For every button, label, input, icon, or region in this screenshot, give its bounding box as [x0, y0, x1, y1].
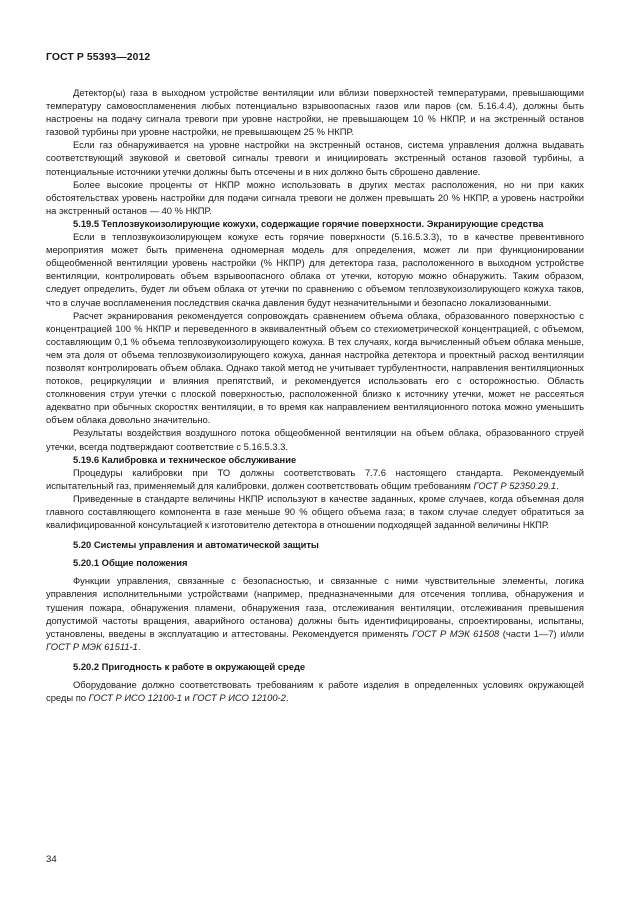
standard-reference: ГОСТ Р ИСО 12100-1 — [88, 692, 183, 704]
paragraph: Более высокие проценты от НКПР можно использовать в других местах расположения, но ни при каких обстоятельствах уровень настройки для подачи сигнала тревоги не должен превышать 20 % НКПР, а уровень настройки на экстренный останов — 40 % НКПР. — [46, 178, 584, 216]
paragraph: Результаты воздействия воздушного потока общеобменной вентиляции на объем облака, образованного струей утечки, всегда подтверждают соответствие с 5.16.5.3.3. — [46, 427, 584, 452]
paragraph: Расчет экранирования рекомендуется сопровождать сравнением объема облака, образованного поверхностью с концентрацией 100 % НКПР и переведенного в эквивалентный объем со стехиометрической концентрацией, с объемом, составляющим 0,1 % объема теплозвукоизолирующего кожуха. В тех случаях, когда вычисленный объем облака меньше, чем эта доля от объема теплозвукоизолирующего кожуха, данная настройка детектора и проектный расход вентиляции позволят контролировать объем облака. Однако такой метод не учитывает турбулентности, направления вентиляционных потоков, рециркуляции и влияния препятствий, и рекомендуется использовать его с осторожностью. Область столкновения струи утечки с плоской поверхностью, расположенной близко к источнику утечки, может не рассеяться адекватно при обычных скоростях вентиляции, в то время как направлением вентиляционного потока можно уменьшить объем облака довольно значительно. — [46, 309, 584, 426]
paragraph-text: Функции управления, связанные с безопасностью, и связанные с ними чувствительные элементы, логика управления исполнительными устройствами (например, предназначенными для отсечения топлива, обнаружения и тушения пожара, обнаружения пламени, обнаружения газа, отслеживания вентиляции, отслеживания превышения допустимой частоты вращения, аварийного останова) должны быть идентифицированы, спроектированы, испытаны, установлены, введены в эксплуатацию и аттестованы. Рекомендуется применять — [46, 575, 584, 639]
section-heading-5-20-2: 5.20.2 Пригодность к работе в окружающей среде — [73, 660, 306, 672]
paragraph-text: . — [137, 640, 141, 652]
standard-reference: ГОСТ Р МЭК 61511-1 — [46, 640, 138, 652]
paragraph: Детектор(ы) газа в выходном устройстве вентиляции или вблизи поверхностей температурами, превышающими температуру самовоспламенения любых потенциально взрывоопасных газов или паров (см. 5.16.4.4), должны быть настроены на подачу сигнала тревоги при уровне настройки, не превышающем 10 % НКПР, и на экстренный останов газовой турбины при уровне настройки, не превышающем 25 % НКПР. — [46, 87, 584, 138]
standard-reference: ГОСТ Р ИСО 12100-2 — [192, 692, 286, 704]
standard-reference: ГОСТ Р МЭК 61508 — [412, 627, 500, 639]
paragraph-text: и — [182, 692, 193, 704]
standard-header: ГОСТ Р 55393—2012 — [46, 52, 151, 63]
standard-reference: ГОСТ Р 52350.29.1 — [473, 479, 557, 491]
paragraph-text: Процедуры калибровки при ТО должны соответствовать 7.7.6 настоящего стандарта. Рекомендуемый испытательный газ, применяемый для калибровки, должен соответствовать общим требованиям — [46, 466, 584, 491]
paragraph: Если в теплозвукоизолирующем кожухе есть горячие поверхности (5.16.5.3.3), то в качестве превентивного мероприятия может быть применена одномерная модель для определения, может ли при функционировании общеобменной вентиляции уровень настройки (% НКПР) для детектора газа, расположенного в выходном устройстве вентиляции, контролировать объем взрывоопасного облака от утечки, которую можно обнаружить. Таким образом, следует определить, будет ли объем облака от утечки по сравнению с объемом теплозвукоизолирующего кожуха таков, что в случае воспламенения последствия скачка давления будут незначительными и безопасно локализованными. — [46, 231, 584, 308]
paragraph — [46, 574, 584, 653]
section-heading-5-20-1: 5.20.1 Общие положения — [73, 557, 188, 569]
section-heading-5-20: 5.20 Системы управления и автоматической защиты — [73, 539, 319, 551]
paragraph: Если газ обнаруживается на уровне настройки на экстренный останов, система управления должна выдавать соответствующий звуковой и световой сигналы тревоги и инициировать экстренный останов газовой турбины, а потенциальные источники утечки должны быть отсечены и в них должно быть сброшено давление. — [46, 139, 584, 177]
paragraph — [46, 678, 584, 704]
paragraph: Приведенные в стандарте величины НКПР используют в качестве заданных, кроме случаев, когда объемная доля главного составляющего компонента в газе меньше 90 % общего объема газа; в таком случае следует обратиться за квалифицированной консультацией к изготовителю детектора в отношении подходящей заданной величины НКПР. — [46, 492, 584, 531]
paragraph-text: (части 1—7) и/или — [499, 627, 584, 639]
section-heading-5-19-5: 5.19.5 Теплозвукоизолирующие кожухи, содержащие горячие поверхности. Экранирующие средства — [73, 217, 544, 229]
paragraph-text: . — [285, 692, 289, 704]
paragraph — [46, 466, 584, 492]
paragraph-text: . — [556, 479, 559, 491]
page-number: 34 — [46, 854, 57, 865]
paragraph-text: Оборудование должно соответствовать требованиям к работе изделия в определенных условиях окружающей среды по — [46, 679, 584, 704]
document-body — [46, 86, 584, 704]
section-heading-5-19-6: 5.19.6 Калибровка и техническое обслуживание — [73, 453, 297, 465]
